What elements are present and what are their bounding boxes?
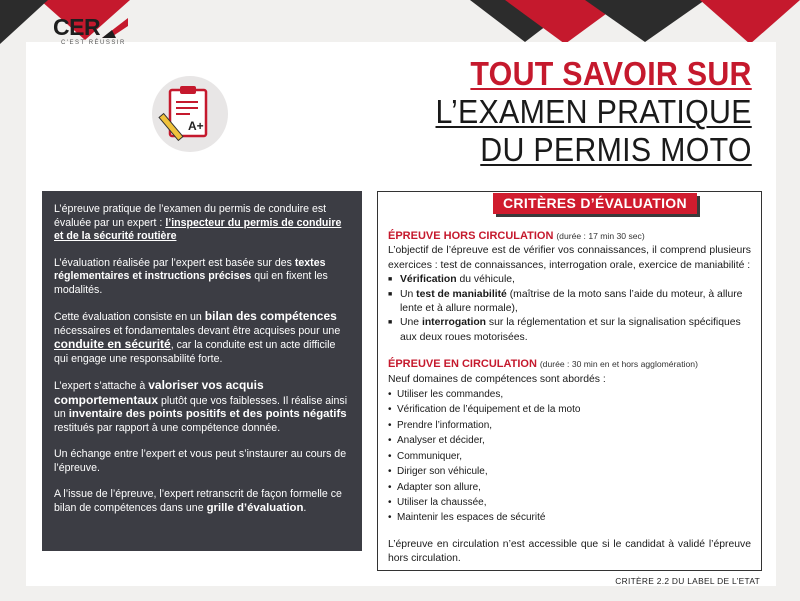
p3-text: Cette évaluation consiste en un [54, 311, 202, 323]
list-item [388, 273, 751, 287]
en-intro: Neuf domaines de compétences sont abordés : [388, 373, 606, 385]
title-line-2: L’EXAMEN PRATIQUE [435, 93, 752, 130]
logo-text: CER [53, 14, 101, 40]
p3-text-end: , car la conduite est un acte difficile qui engage une responsabilité forte. [54, 339, 336, 365]
p6-text-end: . [303, 501, 307, 514]
en-title-text: ÉPREUVE EN CIRCULATION [388, 358, 537, 371]
title-line-1: TOUT SAVOIR SUR [470, 55, 752, 92]
list-item [388, 316, 751, 345]
p4-text-end: restitués par rapport à une compétence donnée. [54, 421, 281, 434]
list-item: • Vérification de l’équipement et de la moto [388, 402, 751, 417]
list-item: • Analyser et décider, [388, 433, 751, 448]
intro-paragraph-6 [54, 488, 352, 515]
intro-paragraph-5: Un échange entre l’expert et vous peut s’instaurer au cours de l’épreuve. [54, 448, 347, 474]
list-item: • Maintenir les espaces de sécurité [388, 510, 751, 525]
en-outro: L’épreuve en circulation n’est accessible que si le candidat à validé l’épreuve hors circulation. [388, 538, 751, 565]
list-item: • Adapter son allure, [388, 480, 751, 495]
p4-text-mid: plutôt que vos faiblesses. Il réalise ainsi un [54, 394, 348, 420]
grade-label: A+ [188, 119, 204, 133]
en-list [388, 387, 751, 526]
criteria-header: CRITÈRES D’ÉVALUATION [493, 193, 697, 214]
item-pre: Une [400, 317, 422, 329]
footer-label: CRITÈRE 2.2 DU LABEL DE L’ETAT [615, 576, 760, 586]
decor-triangle-dark-right [585, 0, 705, 42]
list-item [388, 288, 751, 317]
p2-text: L’évaluation réalisée par l’expert est basée sur des [54, 256, 292, 269]
p4-highlight: valoriser vos acquis comportementaux [54, 378, 264, 407]
brand-logo [53, 16, 128, 46]
intro-paragraph-4 [54, 379, 352, 435]
list-item: • Prendre l’information, [388, 418, 751, 433]
page-title [408, 55, 752, 169]
p2-text-end: qui en fixent les modalités. [54, 270, 328, 296]
intro-paragraph-1 [54, 203, 352, 244]
item-bold: interrogation [421, 317, 487, 329]
item-bold: Vérification [400, 274, 457, 286]
p3-highlight: bilan des compétences [204, 309, 337, 323]
p4-text: L’expert s’attache à [54, 380, 146, 392]
list-item: • Utiliser la chaussée, [388, 495, 751, 510]
item-rest: sur la réglementation et sur la signalisation spécifiques aux deux roues motorisées. [400, 317, 741, 343]
hors-title-text: ÉPREUVE HORS CIRCULATION [388, 230, 554, 242]
p4-highlight-2: inventaire des points positifs et des points négatifs [68, 408, 347, 420]
item-pre: Un [400, 288, 417, 300]
hors-duration: (durée : 17 min 30 sec) [556, 231, 645, 241]
en-duration: (durée : 30 min en et hors agglomération) [539, 359, 698, 370]
hors-circulation-title [388, 229, 751, 244]
clipboard-grade-icon [150, 74, 230, 154]
p1-text: L’épreuve pratique de l’examen du permis de conduire est évaluée par un expert : [54, 203, 327, 229]
p2-highlight: textes réglementaires et instructions précises [54, 256, 326, 282]
intro-panel [42, 191, 362, 551]
intro-paragraph-3 [54, 310, 352, 366]
list-item: • Utiliser les commandes, [388, 387, 751, 402]
p3-text-mid: nécessaires et fondamentales devant être acquises pour une [54, 324, 341, 337]
list-item: • Communiquer, [388, 449, 751, 464]
item-bold: test de maniabilité [416, 288, 507, 300]
logo-check-icon [102, 18, 128, 38]
p3-highlight-2: conduite en sécurité [54, 337, 171, 351]
hors-list [388, 273, 751, 345]
p6-highlight: grille d’évaluation [206, 501, 304, 514]
p1-highlight: l’inspecteur du permis de conduire et de la sécurité routière [54, 216, 342, 242]
criteria-box [377, 191, 762, 571]
en-circulation-title [388, 357, 751, 372]
item-rest: du véhicule, [456, 274, 515, 286]
decor-triangle-red-right [700, 0, 800, 44]
p6-text: A l’issue de l’épreuve, l’expert retranscrit de façon formelle ce bilan de compétences dans une [54, 488, 342, 514]
decor-triangle-dark-left [0, 0, 48, 44]
intro-paragraph-2 [54, 257, 352, 298]
hors-intro: L’objectif de l’épreuve est de vérifier vos connaissances, il comprend plusieurs exercices : test de connaissances, interrogation orale, exercice de maniabilité : [388, 245, 751, 271]
title-line-3: DU PERMIS MOTO [480, 131, 752, 168]
item-rest: (maîtrise de la moto sans l’aide du moteur, à allure lente et à allure normale), [400, 288, 743, 315]
logo-tagline: C'EST RÉUSSIR [61, 40, 126, 46]
list-item: • Diriger son véhicule, [388, 464, 751, 479]
